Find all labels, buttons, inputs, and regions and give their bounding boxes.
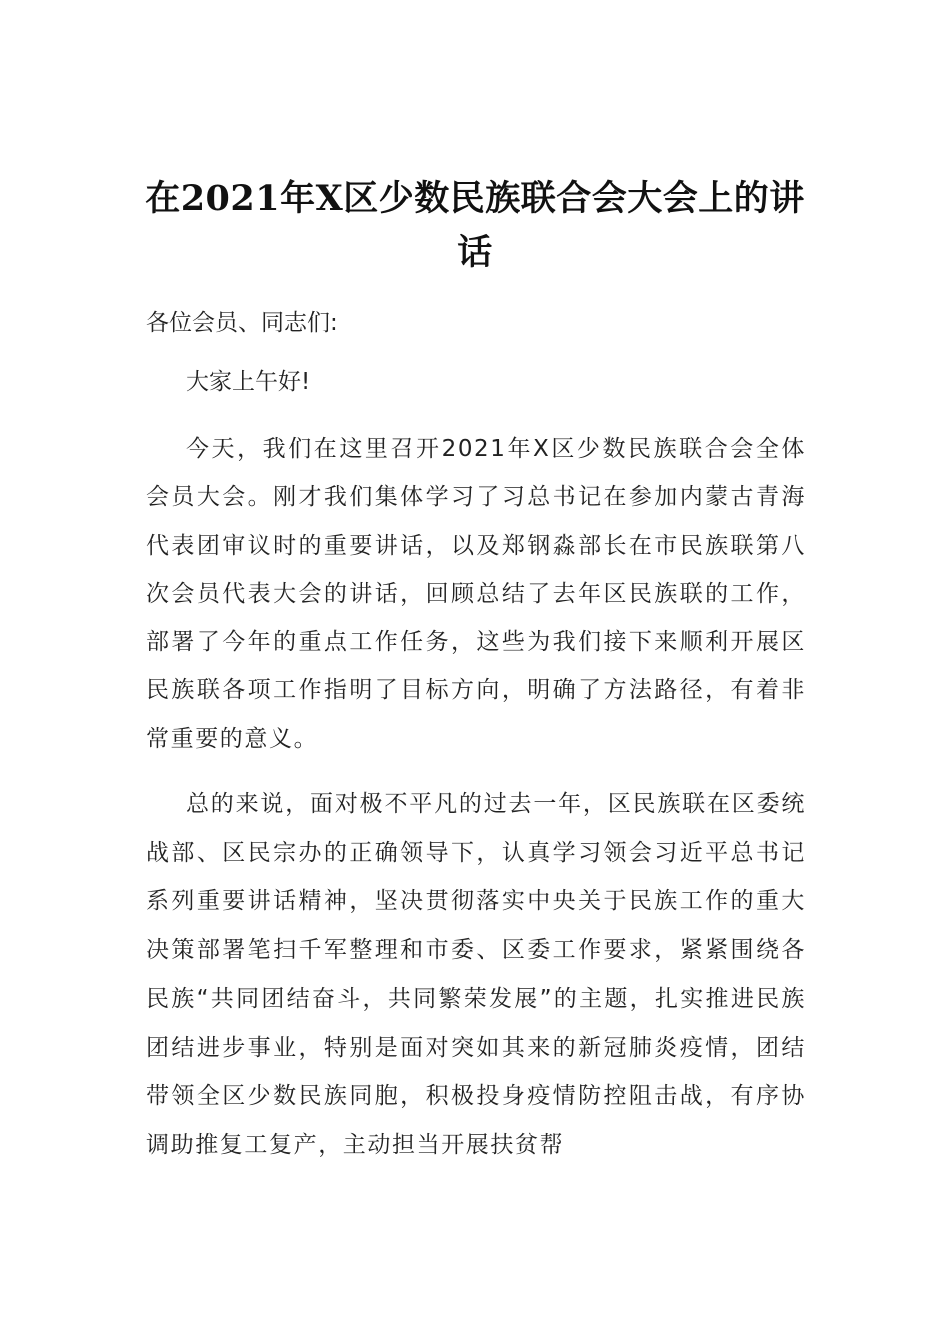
paragraph: 总的来说，面对极不平凡的过去一年，区民族联在区委统战部、区民宗办的正确领导下，认真学习领会习近平总书记系列重要讲话精神，坚决贯彻落实中央关于民族工作的重大决策部署笔扫千军整理和市委、区委工作要求，紧紧围绕各民族“共同团结奋斗，共同繁荣发展”的主题，扎实推进民族团结进步事业，特别是面对突如其来的新冠肺炎疫情，团结带领全区少数民族同胞，积极投身疫情防控阻击战，有序协调助推复工复产，主动担当开展扶贫帮 xyxy=(146,791,806,1158)
paragraph: 今天，我们在这里召开2021年X区少数民族联合会全体会员大会。刚才我们集体学习了习总书记在参加内蒙古青海代表团审议时的重要讲话，以及郑钢淼部长在市民族联第八次会员代表大会的讲话，回顾总结了去年区民族联的工作，部署了今年的重点工作任务，这些为我们接下来顺利开展区民族联各项工作指明了目标方向，明确了方法路径，有着非常重要的意义。 xyxy=(146,436,806,752)
greeting: 大家上午好! xyxy=(186,369,311,395)
salutation: 各位会员、同志们: xyxy=(146,310,338,336)
document-title: 在2021年X区少数民族联合会大会上的讲话 xyxy=(145,178,805,273)
